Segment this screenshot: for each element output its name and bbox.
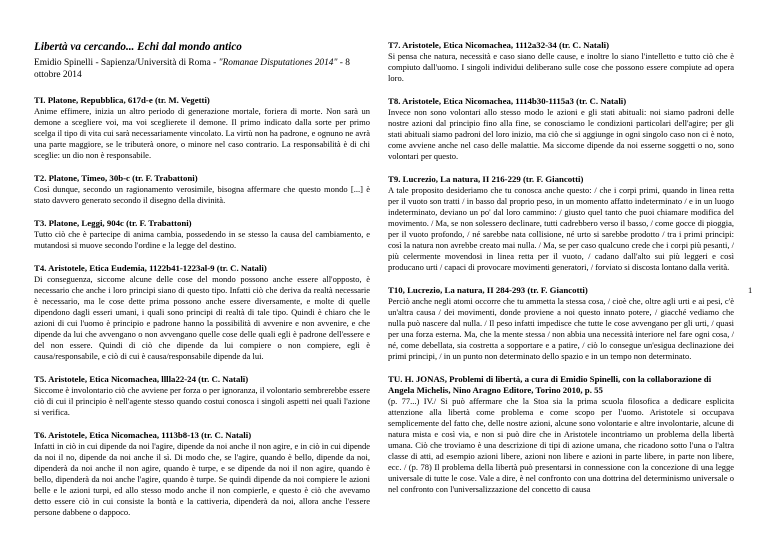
text-section-t10 — [388, 285, 734, 362]
text-section-t11 — [388, 374, 734, 495]
section-text: (p. 77...) IV./ Si può affermare che la Stoa sia la prima scuola filosofica a dedicare esplicita attenzione alla libertà come problema e come scopo per l'uomo. Aristotele si occupava semplicemente del fatto che, delle nostre azioni, alcune sono volontarie e altre involontarie, alcune di natura mista e così via, e non si può dire che in Aristotele incontriamo un problema della libertà umana. Ciò che troviamo è una descrizione di tipi di azione umana, che ricadono sotto l'una o l'altra classe di atti, ad esempio azioni libere, azioni non libere e azioni in parte libere, in parte non libere, ecc. / (p. 78) Il problema della libertà può presentarsi in connessione con la concezione di una legge universale di tutte le cose. Vale a dire, è nel confronto con una dottrina del determinismo universale o nel confronto con l'universalizzazione del concetto di causa — [388, 396, 734, 494]
left-column — [34, 40, 370, 530]
subtitle-event: "Romanae Disputationes 2014" — [218, 58, 338, 68]
section-heading: T3. Platone, Leggi, 904c (tr. F. Trabattoni) — [34, 218, 192, 228]
section-text: Infatti in ciò in cui dipende da noi l'agire, dipende da noi anche il non agire, e in ciò in cui dipende da noi il no, dipende da noi anche il sì. Di modo che, se l'agire, quando è bello, dipende da noi, dipenderà da noi anche il non agire, quando è turpe, e se dipende da noi il non agire, quando è bello, dipenderà da noi anche l'agire, quando è turpe. Se quindi dipende da noi compiere le azioni belle e le azioni turpi, ed allo stesso modo anche il non compierle, e questo è ciò che avevamo detto essere ciò in cui consiste la bontà e la cattiveria, dipenderà da noi, allora anche l'essere persone dabbene o dappoco. — [34, 441, 370, 517]
section-heading: T4. Aristotele, Etica Eudemia, 1122b41-1223al-9 (tr. C. Natali) — [34, 263, 267, 273]
section-text: Siccome è involontario ciò che avviene per forza o per ignoranza, il volontario sembrerebbe essere ciò di cui il principio è nell'agente stesso quando costui conosca i singoli aspetti nei quali l'azione si verifica. — [34, 385, 370, 417]
document-subtitle — [34, 57, 370, 81]
section-heading: T6. Aristotele, Etica Nicomachea, 1113b8-13 (tr. C. Natali) — [34, 430, 252, 440]
page-number: 1 — [748, 285, 753, 295]
section-text: Si pensa che natura, necessità e caso siano delle cause, e inoltre lo siano l'intelletto e tutto ciò che è compiuto dall'uomo. I singoli individui deliberano sulle cose che possono essere compiute ad opera loro. — [388, 51, 734, 83]
section-text: A tale proposito desideriamo che tu conosca anche questo: / che i corpi primi, quando in linea retta per il vuoto son tratti / in basso dal proprio peso, in un momento affatto indeterminato / e in un luogo indeterminato, deviano un po' dal loro cammino: / giusto quel tanto che puoi chiamare modifica del movimento. / Ma, se non solessero declinare, tutti cadrebbero verso il basso, / come gocce di pioggia, per il vuoto profondo, / né sarebbe nata collisione, né urto si sarebbe prodotto / tra i primi principi: così la natura non avrebbe creato mai nulla. / Ma, se per caso qualcuno crede che i corpi più pesanti, / più celermente movendosi in linea retta per il vuoto, / cadano dall'alto sui più leggeri e così producano urti / capaci di provocare movimenti generatori, / forviato si discosta lontano dalla verità. — [388, 185, 734, 272]
subtitle-date: - 8 ottobre 2014 — [34, 58, 350, 80]
section-text: Anime effimere, inizia un altro periodo di generazione mortale, foriera di morte. Non sarà un demone a scegliere voi, ma voi sceglierete il demone. Il primo indicato dalla sorte per primo scelga il tipo di vita cui sarà necessariamente vincolato. La virtù non ha padrone, e ognuno ne avrà una parte maggiore, se le tributerà onore, o minore nel caso contrario. La responsabilità è di chi sceglie: un dio non è responsabile. — [34, 106, 370, 160]
section-text: Così dunque, secondo un ragionamento verosimile, bisogna affermare che questo mondo [...] è stato davvero generato secondo il disegno della divinità. — [34, 184, 370, 205]
text-section-t2 — [34, 173, 370, 206]
text-section-t3 — [34, 218, 370, 251]
section-heading: T7. Aristotele, Etica Nicomachea, 1112a32-34 (tr. C. Natali) — [388, 40, 610, 50]
section-heading: T5. Aristotele, Etica Nicomachea, lllla22-24 (tr. C. Natali) — [34, 374, 249, 384]
section-text: Tutto ciò che è partecipe di anima cambia, possedendo in se stesso la causa del cambiamento, e mutandosi si muove secondo l'ordine e la legge del destino. — [34, 229, 370, 250]
document-title: Libertà va cercando... Echi dal mondo antico — [34, 41, 242, 53]
section-heading: TU. H. JONAS, Problemi di libertà, a cura di Emidio Spinelli, con la collaborazione di Angela Michelis, Nino Aragno Editore, Torino 2010, p. 55 — [388, 374, 712, 395]
text-section-t8 — [388, 96, 734, 162]
section-heading: T2. Platone, Timeo, 30b-c (tr. F. Trabattoni) — [34, 173, 198, 183]
section-heading: T10, Lucrezio, La natura, II 284-293 (tr. F. Giancotti) — [388, 285, 588, 295]
text-section-t1 — [34, 95, 370, 161]
section-heading: T8. Aristotele, Etica Nicomachea, 1114b30-1115a3 (tr. C. Natali) — [388, 96, 627, 106]
text-section-t7 — [388, 40, 734, 84]
subtitle-author: Emidio Spinelli - Sapienza/Università di Roma - — [34, 58, 219, 68]
text-section-t5 — [34, 374, 370, 418]
section-text: Perciò anche negli atomi occorre che tu ammetta la stessa cosa, / cioè che, oltre agli urti e ai pesi, c'è un'altra causa / dei movimenti, donde proviene a noi questo innato potere, / giacché vediamo che nulla può nascere dal nulla. / Il peso infatti impedisce che tutte le cose avvengano per gli urti, / quasi per una forza esterna. Ma, che la mente stessa / non abbia una necessità interiore nel fare ogni cosa, / né, come debellata, sia costretta a sopportare e a patire, / ciò lo consegue un'esigua declinazione dei primi principi, / in un punto non determinato dello spazio e in un tempo non determinato. — [388, 296, 734, 361]
section-heading: T9. Lucrezio, La natura, II 216-229 (tr. F. Giancotti) — [388, 174, 584, 184]
text-section-t6 — [34, 430, 370, 518]
right-column — [388, 40, 734, 507]
text-section-t4 — [34, 263, 370, 362]
text-section-t9 — [388, 174, 734, 273]
section-heading: TI. Platone, Repubblica, 617d-e (tr. M. Vegetti) — [34, 95, 210, 105]
section-text: Invece non sono volontari allo stesso modo le azioni e gli stati abituali: noi siamo padroni delle nostre azioni dal principio fino alla fine, se conosciamo le condizioni particolari dell'agire; per gli stati abituali siamo padroni del loro inizio, ma ciò che si aggiunge in ogni singolo caso non ci è noto, come avviene anche nel caso delle malattie. Ma siccome dipende da noi esserne soggetti o no, sono volontari per questo. — [388, 107, 734, 161]
section-text: Di conseguenza, siccome alcune delle cose del mondo possono anche essere all'opposto, è necessario che anche i loro principi siano di questo tipo. Infatti ciò che deriva da realtà necessarie è necessario, ma le cose dette prima possono anche essere diversamente, e molte di quelle dipendono dagli esseri umani, i quali sono principi di realtà di tale tipo. Quindi è chiaro che le azioni di cui l'uomo è principio e padrone hanno la possibilità di avvenire e non avvenire, e che dipende da lui che avvengano o non avvengano quelle cose delle quali egli è padrone dell'essere e del non essere. Quindi di ciò che dipende da lui compiere o non compiere, egli è causa/responsabile, e ciò di cui è causa/responsabile dipende da lui. — [34, 274, 370, 361]
